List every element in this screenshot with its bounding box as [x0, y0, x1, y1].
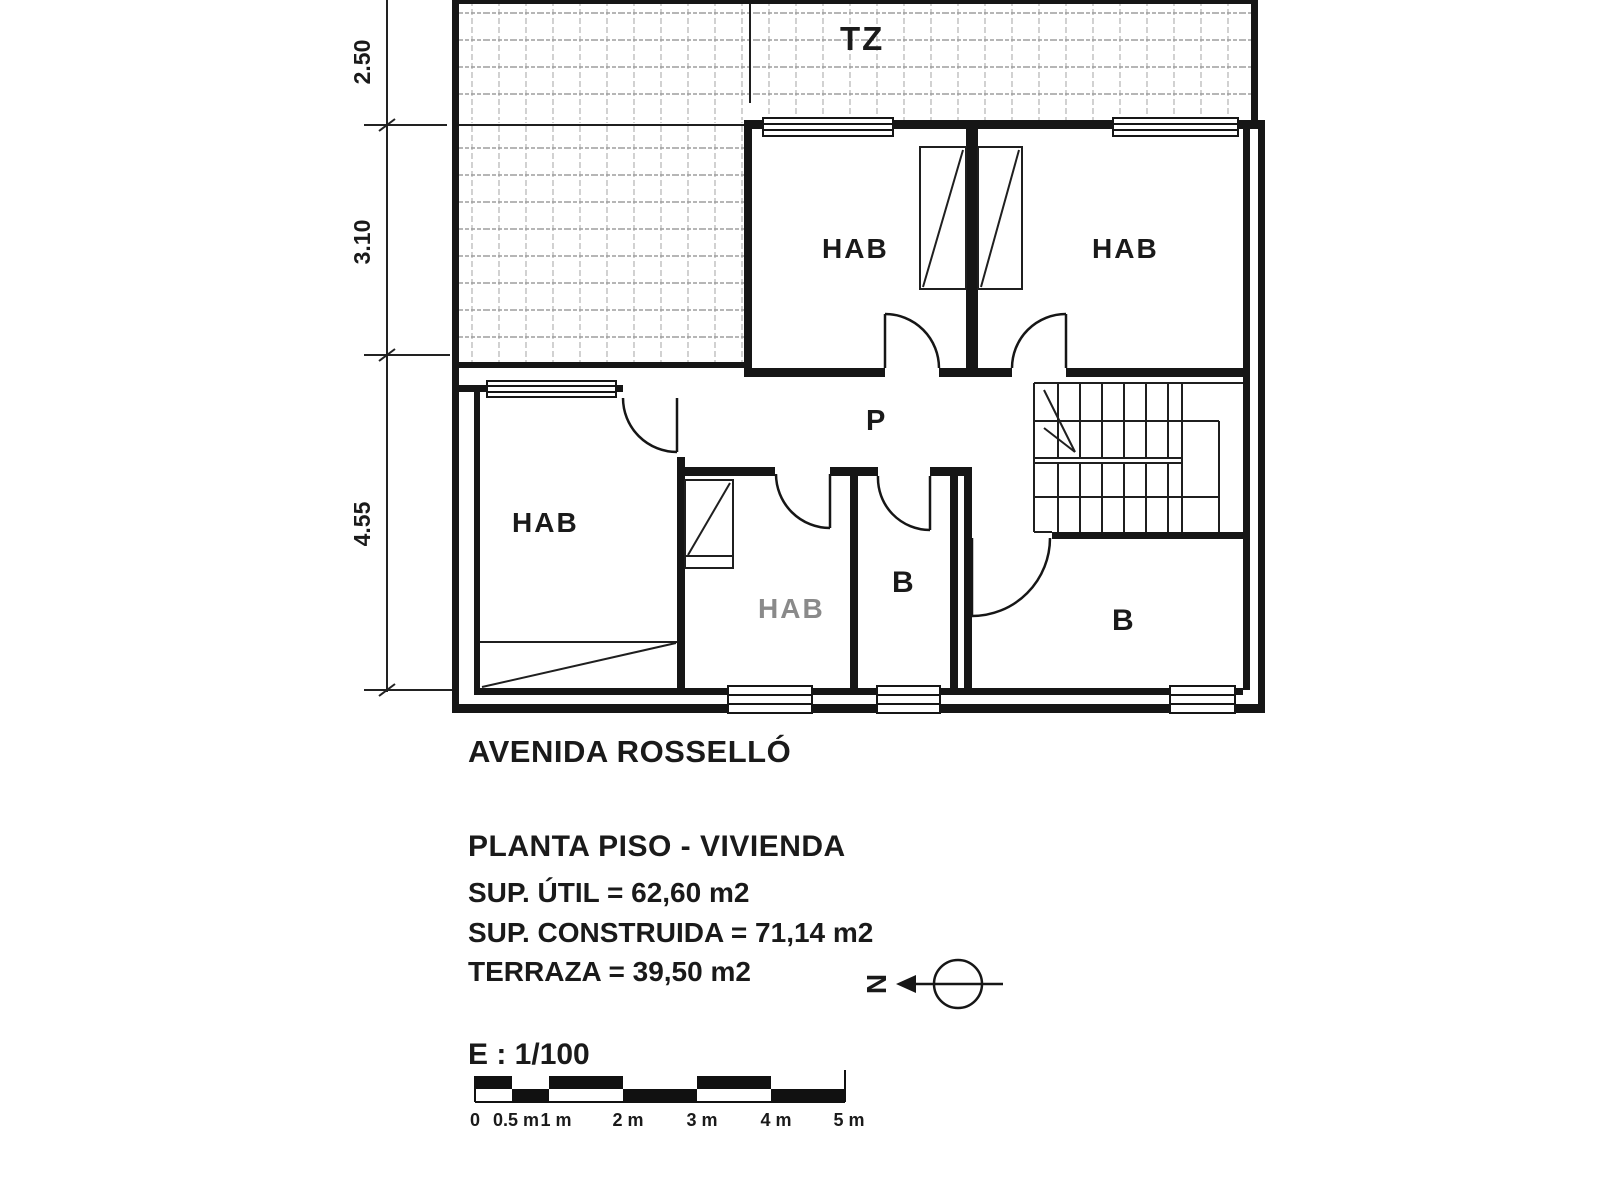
window-hab-top-center — [763, 118, 893, 136]
area-built: SUP. CONSTRUIDA = 71,14 m2 — [468, 917, 874, 948]
scale-bar — [468, 1038, 865, 1130]
wall-hab-topcenter-left — [744, 120, 752, 375]
scale-tick-1: 1 m — [540, 1110, 572, 1130]
scale-tick-2: 2 m — [612, 1110, 644, 1130]
stair-break-line2 — [1044, 428, 1075, 452]
closet-hab-center — [685, 480, 733, 568]
scale-tick-05: 0.5 m — [492, 1110, 540, 1130]
north-arrow — [861, 960, 1003, 1008]
window-bottom-bath-small — [877, 686, 940, 713]
dim-label-4-55: 4.55 — [349, 501, 375, 547]
wall-habC-bathS — [850, 474, 858, 688]
scale-block — [475, 1076, 512, 1089]
wall-habL-habC — [677, 457, 685, 688]
scale-block — [549, 1076, 623, 1089]
scale-block — [512, 1089, 549, 1102]
wall-upper-bottom-seg3 — [1066, 368, 1245, 377]
north-arrowhead — [896, 975, 916, 993]
door-hab-left — [623, 398, 677, 452]
room-label-hab-top-right: HAB — [1092, 233, 1159, 264]
staircase — [1034, 383, 1243, 532]
room-label-hall: P — [866, 405, 886, 437]
wall-bathL-top — [1052, 532, 1243, 539]
dim-label-3-10: 3.10 — [349, 219, 375, 265]
door-hab-bottom-center — [776, 474, 830, 528]
terrace-label: TZ — [840, 20, 885, 57]
window-bottom-bath-large — [1170, 686, 1235, 713]
scale-tick-3: 3 m — [686, 1110, 718, 1130]
room-label-bath-large: B — [1112, 604, 1134, 637]
dimension-line — [349, 0, 452, 696]
wall-upper-habs-shared — [966, 129, 978, 368]
wall-bottom-exterior — [452, 704, 1265, 713]
annotation-block — [468, 733, 873, 987]
wall-hall-bottom-seg1 — [685, 467, 775, 476]
window-hab-left — [487, 381, 616, 397]
scale-tick-0: 0 — [469, 1110, 481, 1130]
wall-terrace-bottom — [452, 362, 744, 368]
scale-tick-5: 5 m — [833, 1110, 865, 1130]
wall-right-exterior — [1258, 120, 1265, 713]
scale-block — [623, 1089, 697, 1102]
wall-bathS-right — [950, 474, 958, 688]
street-label: AVENIDA ROSSELLÓ — [468, 734, 792, 769]
door-bath-small — [878, 476, 930, 530]
plan-title: PLANTA PISO - VIVIENDA — [468, 830, 846, 863]
wall-right-inner — [1243, 129, 1250, 690]
wall-terrace-right — [1251, 0, 1258, 124]
wall-upper-bottom-seg1 — [744, 368, 885, 377]
window-hab-top-right — [1113, 118, 1238, 136]
scale-tick-labels — [470, 1110, 865, 1130]
scale-block — [697, 1076, 771, 1089]
scale-label: E : 1/100 — [468, 1038, 590, 1071]
terrace — [452, 3, 1251, 362]
wall-top — [452, 0, 1258, 4]
room-label-hab-top-center: HAB — [822, 233, 889, 264]
dim-label-2-50: 2.50 — [349, 39, 375, 85]
window-bottom-center — [728, 686, 812, 713]
wall-left-exterior — [452, 0, 459, 713]
area-useful: SUP. ÚTIL = 62,60 m2 — [468, 877, 750, 908]
scale-block — [771, 1089, 845, 1102]
room-label-hab-bottom-center: HAB — [758, 593, 825, 624]
wall-hab-left-inner — [474, 385, 480, 690]
north-letter: N — [861, 973, 892, 995]
door-hab-top-center — [885, 314, 939, 368]
scale-tick-4: 4 m — [760, 1110, 792, 1130]
door-bath-large — [972, 538, 1050, 616]
wall-upper-bottom-seg2 — [939, 368, 1012, 377]
door-hab-top-right — [1012, 314, 1066, 368]
wall-hall-bottom-seg3 — [930, 467, 964, 476]
wall-hall-bottom-seg2 — [830, 467, 878, 476]
area-terrace: TERRAZA = 39,50 m2 — [468, 956, 751, 987]
wardrobe-hab-left-diagonal — [482, 643, 676, 687]
terrace-tile-hatch-left — [459, 122, 744, 362]
room-label-bath-small: B — [892, 566, 914, 599]
wall-rooms-bottom-inner — [474, 688, 1243, 695]
room-label-hab-left: HAB — [512, 507, 579, 538]
